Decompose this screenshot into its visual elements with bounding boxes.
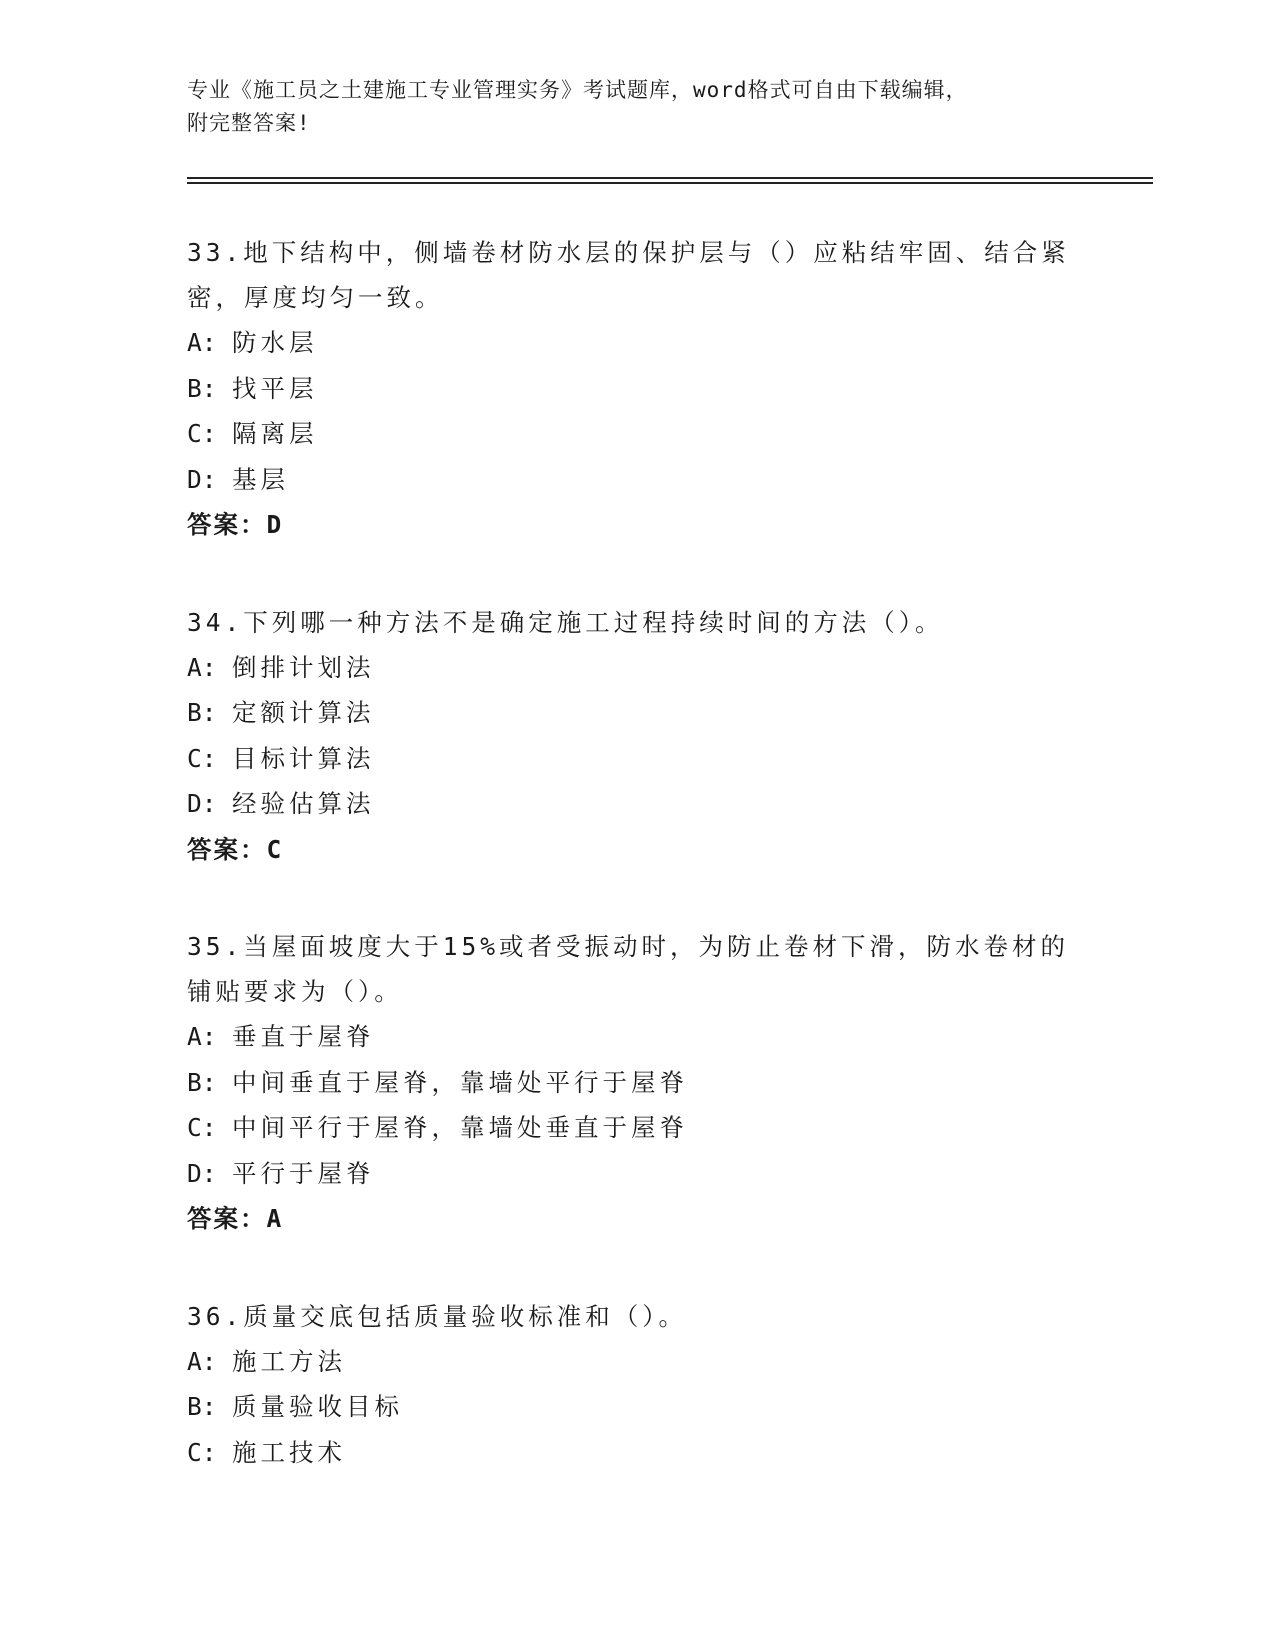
- option-text: 垂直于屋脊: [232, 1022, 375, 1051]
- option-a: [187, 1014, 1087, 1060]
- option-b: [187, 1384, 1087, 1430]
- option-c: [187, 1430, 1087, 1476]
- option-a: [187, 320, 1087, 366]
- option-text: 基层: [232, 464, 289, 494]
- answer-label: 答案：C: [187, 834, 284, 864]
- option-letter: D:: [187, 464, 217, 494]
- answer-label: 答案：A: [187, 1204, 284, 1233]
- option-text: 隔离层: [232, 419, 318, 448]
- question-stem-continued: 铺贴要求为（）。: [187, 977, 403, 1006]
- question-stem: 33.地下结构中，侧墙卷材防水层的保护层与（）应粘结牢固、结合紧: [187, 238, 1070, 267]
- question-34: [187, 600, 1087, 873]
- option-text: 经验估算法: [232, 789, 375, 818]
- option-b: [187, 366, 1087, 412]
- option-letter: D:: [187, 1158, 217, 1188]
- option-text: 倒排计划法: [232, 652, 375, 682]
- question-stem: 36.质量交底包括质量验收标准和（）。: [187, 1301, 687, 1331]
- option-letter: A:: [187, 1022, 217, 1051]
- question-stem: 35.当屋面坡度大于15%或者受振动时，为防止卷材下滑，防水卷材的: [187, 932, 1069, 961]
- option-d: [187, 781, 1087, 827]
- option-text: 目标计算法: [232, 743, 375, 773]
- question-35: [187, 924, 1087, 1242]
- question-stem-continued: 密，厚度均匀一致。: [187, 283, 444, 312]
- question-33: [187, 230, 1087, 548]
- option-text: 定额计算法: [232, 698, 375, 727]
- header-divider-top: [187, 177, 1153, 179]
- question-36: [187, 1294, 1087, 1476]
- intro-line-1: 专业《施工员之土建施工专业管理实务》考试题库，word格式可自由下载编辑，: [187, 78, 968, 102]
- option-letter: B:: [187, 1392, 217, 1421]
- option-text: 平行于屋脊: [232, 1158, 375, 1188]
- option-d: [187, 1151, 1087, 1197]
- header-divider-bottom: [187, 182, 1153, 184]
- option-text: 质量验收目标: [232, 1392, 403, 1421]
- option-a: [187, 1339, 1087, 1385]
- option-letter: A:: [187, 652, 217, 682]
- option-letter: C:: [187, 419, 217, 448]
- option-text: 中间垂直于屋脊，靠墙处平行于屋脊: [232, 1067, 688, 1097]
- option-text: 中间平行于屋脊，靠墙处垂直于屋脊: [232, 1113, 688, 1142]
- option-text: 施工方法: [232, 1346, 346, 1376]
- option-letter: C:: [187, 743, 217, 773]
- document-header: [187, 74, 1087, 140]
- option-text: 施工技术: [232, 1437, 346, 1467]
- question-stem: 34.下列哪一种方法不是确定施工过程持续时间的方法（）。: [187, 607, 944, 637]
- option-letter: B:: [187, 1067, 217, 1097]
- option-letter: A:: [187, 1346, 217, 1376]
- option-letter: B:: [187, 698, 217, 727]
- option-letter: C:: [187, 1113, 217, 1142]
- intro-line-2: 附完整答案!: [187, 111, 311, 135]
- option-c: [187, 1105, 1087, 1151]
- option-letter: D:: [187, 789, 217, 818]
- option-letter: B:: [187, 373, 217, 403]
- option-text: 防水层: [232, 328, 318, 357]
- question-list: [187, 230, 1087, 1527]
- option-c: [187, 411, 1087, 457]
- option-c: [187, 736, 1087, 782]
- option-b: [187, 1060, 1087, 1106]
- option-letter: C:: [187, 1437, 217, 1467]
- option-b: [187, 690, 1087, 736]
- option-text: 找平层: [232, 373, 318, 403]
- option-a: [187, 645, 1087, 691]
- answer-label: 答案：D: [187, 510, 284, 539]
- option-letter: A:: [187, 328, 217, 357]
- option-d: [187, 457, 1087, 503]
